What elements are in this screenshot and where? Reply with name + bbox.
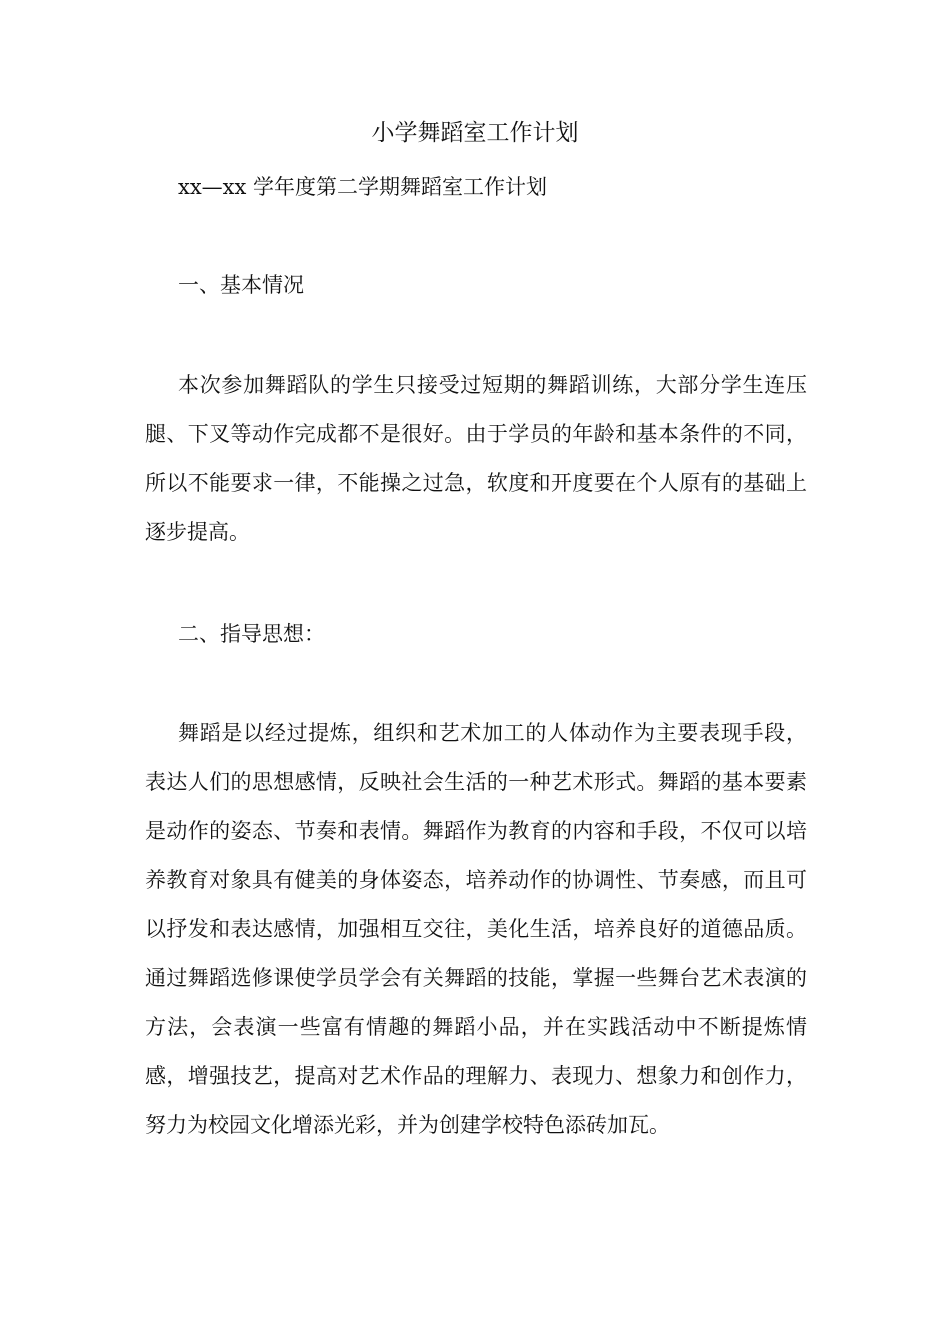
section-heading-basic-situation: 一、基本情况 <box>178 273 304 297</box>
section-paragraph-guiding-ideology: 舞蹈是以经过提炼，组织和艺术加工的人体动作为主要表现手段，表达人们的思想感情，反映社会生活的一种艺术形式。舞蹈的基本要素是动作的姿态、节奏和表情。舞蹈作为教育的内容和手段，不仅可以培养教育对象具有健美的身体姿态，培养动作的协调性、节奏感，而且可以抒发和表达感情，加强相互交往，美化生活，培养良好的道德品质。通过舞蹈选修课使学员学会有关舞蹈的技能，掌握一些舞台艺术表演的方法，会表演一些富有情趣的舞蹈小品，并在实践活动中不断提炼情感，增强技艺，提高对艺术作品的理解力、表现力、想象力和创作力，努力为校园文化增添光彩，并为创建学校特色添砖加瓦。 <box>145 721 807 1137</box>
section-heading-guiding-ideology: 二、指导思想： <box>178 622 325 646</box>
section-paragraph-basic-situation: 本次参加舞蹈队的学生只接受过短期的舞蹈训练，大部分学生连压腿、下叉等动作完成都不是很好。由于学员的年龄和基本条件的不同，所以不能要求一律，不能操之过急，软度和开度要在个人原有的基础上逐步提高。 <box>145 373 807 544</box>
document-title: 小学舞蹈室工作计划 <box>371 120 579 146</box>
document-subtitle: xx—xx 学年度第二学期舞蹈室工作计划 <box>178 175 548 199</box>
